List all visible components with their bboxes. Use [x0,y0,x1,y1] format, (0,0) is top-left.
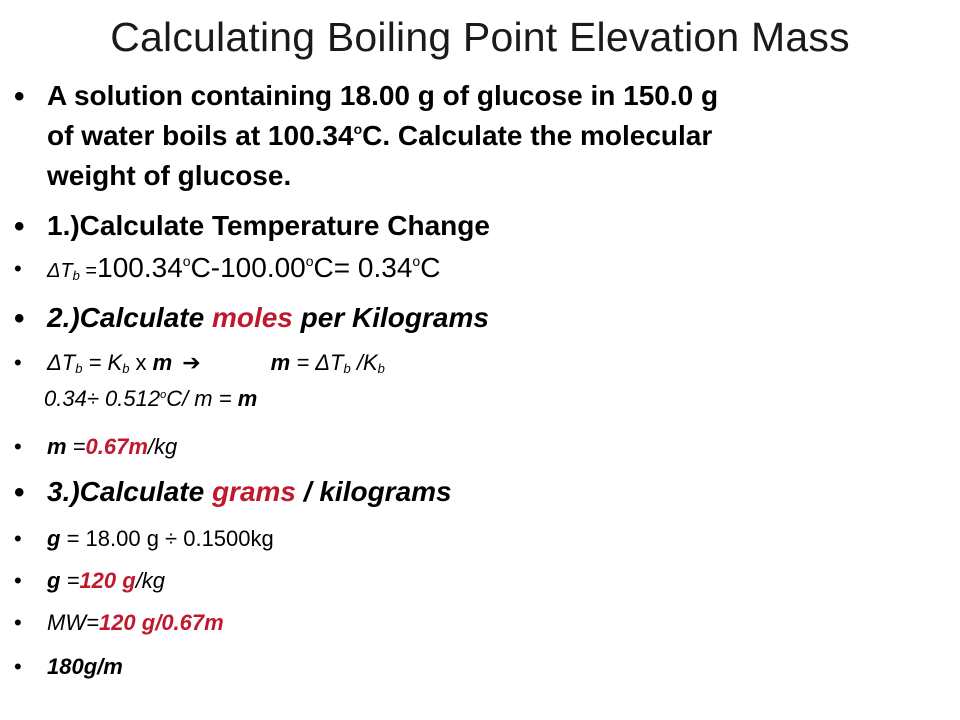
step-1-equation-text [47,252,440,284]
degree-mark: o [353,121,363,137]
result-unit: /kg [147,434,178,459]
step-2-formula-text [47,350,385,376]
result-value: 0.67m [85,434,148,459]
degree-mark: o [412,253,421,269]
bullet-dot: • [14,256,22,281]
mw-label: MW= [47,610,99,635]
equals: = [79,260,98,282]
formula-eq-2: = ΔT [290,350,344,375]
bullet-dot: • [14,610,22,635]
step-2-heading-post: per Kilograms [292,302,489,333]
degree-mark: o [305,253,314,269]
step-2-result-text [47,434,177,460]
bullet-dot: • [14,350,22,375]
step-3-grams-calc-text [47,526,274,552]
delta-t: ΔT [47,350,76,375]
subscript-b: b [343,361,351,376]
bullet-dot: • [14,210,25,243]
step-3-heading-pre: 3.)Calculate [47,476,212,507]
times: x [129,350,153,375]
step-2-calc-text [44,386,257,412]
unit-c: C [420,252,441,283]
problem-line-2b: C. Calculate the molecular [362,120,713,151]
final-answer-text: 180g/m [47,654,123,679]
grams-g: g [47,568,61,593]
subscript-b: b [377,361,385,376]
molality-m: m [237,386,258,411]
bullet-dot: • [14,302,25,335]
result-eq: = [66,434,86,459]
grams-calc: = 18.00 g ÷ 0.1500kg [60,526,274,551]
delta-t: ΔT [47,260,73,282]
calc-pre: 0.34÷ 0.512 [44,386,161,411]
step-3-heading-post: / kilograms [296,476,452,507]
grams-unit: /kg [135,568,166,593]
subscript-b: b [72,268,80,283]
step-1-heading-text: 1.)Calculate Temperature Change [47,210,490,241]
bullet-dot: • [14,476,25,509]
problem-line-2 [47,120,712,152]
problem-line-1: A solution containing 18.00 g of glucose in 150.0 g [47,80,719,111]
molality-m: m [270,350,291,375]
step-3-heading-red: grams [211,476,296,507]
arrow-right-icon: ➔ [182,350,201,375]
step-2-heading-pre: 2.)Calculate [47,302,212,333]
grams-g: g [47,526,61,551]
degree-mark: o [160,389,167,401]
result-eq: = [60,568,80,593]
slide-title: Calculating Boiling Point Elevation Mass [110,14,850,60]
value-1: 100.34 [97,252,183,283]
mw-value: 120 g/0.67m [98,610,224,635]
bullet-dot: • [14,434,22,459]
grams-value: 120 g [79,568,136,593]
bullet-dot: • [14,526,22,551]
step-2-heading-red: moles [211,302,293,333]
step-3-heading-text [47,476,452,508]
value-3: C= 0.34 [313,252,413,283]
subscript-b: b [122,361,130,376]
bullet-dot: • [14,568,22,593]
molecular-weight-text [47,610,224,636]
formula-eq: = K [82,350,123,375]
step-2-heading-text [47,302,489,334]
bullet-dot: • [14,80,25,113]
step-3-grams-result-text [47,568,165,594]
formula-div: /K [350,350,378,375]
bullet-dot: • [14,654,22,679]
calc-post: C/ m = [166,386,238,411]
problem-line-3: weight of glucose. [47,160,292,191]
degree-mark: o [182,253,191,269]
molality-m: m [152,350,173,375]
molality-m: m [47,434,67,459]
problem-line-2a: of water boils at 100.34 [47,120,354,151]
subscript-b: b [75,361,83,376]
value-2: C-100.00 [190,252,306,283]
